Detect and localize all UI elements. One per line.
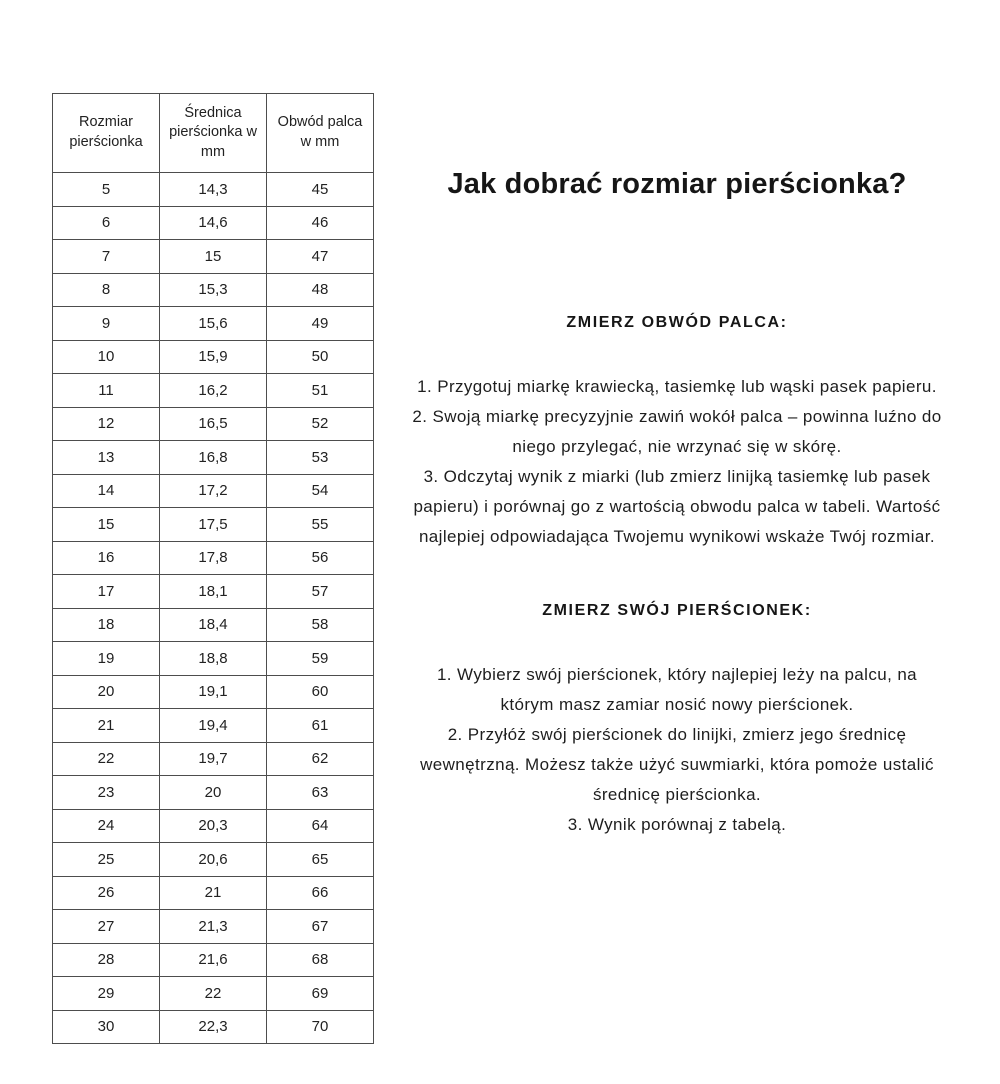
steps-measure-ring [410, 660, 944, 840]
table-row [53, 441, 374, 475]
cell-ring-size: 24 [53, 809, 160, 843]
cell-ring-diameter: 20 [160, 776, 267, 810]
cell-finger-circumference: 66 [267, 876, 374, 910]
step-item: 3. Odczytaj wynik z miarki (lub zmierz linijką tasiemkę lub pasek papieru) i porównaj go z wartością obwodu palca w tabeli. Wartość najlepiej odpowiadająca Twojemu wynikowi wskaże Twój rozmiar. [413, 467, 941, 547]
table-row [53, 575, 374, 609]
cell-ring-size: 21 [53, 709, 160, 743]
column-header-finger-circumference: Obwód palca w mm [267, 94, 374, 173]
cell-ring-size: 30 [53, 1010, 160, 1044]
cell-finger-circumference: 70 [267, 1010, 374, 1044]
table-row [53, 943, 374, 977]
cell-finger-circumference: 58 [267, 608, 374, 642]
cell-ring-diameter: 20,3 [160, 809, 267, 843]
table-row [53, 541, 374, 575]
cell-ring-size: 19 [53, 642, 160, 676]
cell-ring-size: 14 [53, 474, 160, 508]
cell-ring-diameter: 21 [160, 876, 267, 910]
step-item: 2. Swoją miarkę precyzyjnie zawiń wokół palca – powinna luźno do niego przylegać, nie wrzynać się w skórę. [412, 407, 942, 457]
cell-ring-diameter: 17,8 [160, 541, 267, 575]
step-item: 2. Przyłóż swój pierścionek do linijki, zmierz jego średnicę wewnętrzną. Możesz także użyć suwmiarki, która pomoże ustalić średnicę pierścionka. [420, 725, 934, 805]
table-row [53, 709, 374, 743]
cell-ring-size: 5 [53, 173, 160, 207]
cell-ring-size: 28 [53, 943, 160, 977]
cell-ring-diameter: 21,3 [160, 910, 267, 944]
table-row [53, 608, 374, 642]
cell-finger-circumference: 51 [267, 374, 374, 408]
cell-finger-circumference: 49 [267, 307, 374, 341]
table-row [53, 910, 374, 944]
cell-ring-diameter: 17,2 [160, 474, 267, 508]
ring-size-table-container [52, 93, 374, 1044]
cell-ring-size: 17 [53, 575, 160, 609]
table-row [53, 876, 374, 910]
cell-ring-size: 29 [53, 977, 160, 1011]
table-row [53, 374, 374, 408]
cell-ring-diameter: 15,6 [160, 307, 267, 341]
cell-ring-size: 20 [53, 675, 160, 709]
cell-ring-size: 18 [53, 608, 160, 642]
cell-finger-circumference: 63 [267, 776, 374, 810]
cell-finger-circumference: 45 [267, 173, 374, 207]
cell-ring-size: 27 [53, 910, 160, 944]
cell-ring-size: 25 [53, 843, 160, 877]
table-row [53, 474, 374, 508]
table-row [53, 307, 374, 341]
table-row [53, 173, 374, 207]
cell-ring-size: 15 [53, 508, 160, 542]
cell-finger-circumference: 46 [267, 206, 374, 240]
cell-finger-circumference: 60 [267, 675, 374, 709]
cell-ring-diameter: 16,8 [160, 441, 267, 475]
table-row [53, 642, 374, 676]
table-row [53, 407, 374, 441]
ring-size-table-header [53, 94, 374, 173]
cell-finger-circumference: 62 [267, 742, 374, 776]
cell-ring-diameter: 22,3 [160, 1010, 267, 1044]
cell-finger-circumference: 50 [267, 340, 374, 374]
cell-finger-circumference: 56 [267, 541, 374, 575]
cell-ring-size: 6 [53, 206, 160, 240]
cell-ring-diameter: 15,9 [160, 340, 267, 374]
cell-ring-diameter: 14,6 [160, 206, 267, 240]
table-row [53, 776, 374, 810]
table-row [53, 273, 374, 307]
cell-ring-diameter: 18,1 [160, 575, 267, 609]
cell-ring-size: 8 [53, 273, 160, 307]
column-header-ring-size: Rozmiar pierścionka [53, 94, 160, 173]
table-row [53, 240, 374, 274]
cell-ring-size: 12 [53, 407, 160, 441]
cell-ring-size: 23 [53, 776, 160, 810]
cell-ring-diameter: 21,6 [160, 943, 267, 977]
ring-size-table-body [53, 173, 374, 1044]
cell-ring-diameter: 18,4 [160, 608, 267, 642]
cell-ring-diameter: 22 [160, 977, 267, 1011]
table-header-row [53, 94, 374, 173]
table-row [53, 742, 374, 776]
cell-ring-diameter: 19,4 [160, 709, 267, 743]
cell-finger-circumference: 55 [267, 508, 374, 542]
table-row [53, 340, 374, 374]
cell-ring-size: 22 [53, 742, 160, 776]
cell-ring-diameter: 16,5 [160, 407, 267, 441]
cell-finger-circumference: 64 [267, 809, 374, 843]
cell-ring-diameter: 14,3 [160, 173, 267, 207]
cell-ring-diameter: 19,7 [160, 742, 267, 776]
cell-ring-diameter: 20,6 [160, 843, 267, 877]
cell-finger-circumference: 67 [267, 910, 374, 944]
cell-finger-circumference: 47 [267, 240, 374, 274]
table-row [53, 843, 374, 877]
table-row [53, 809, 374, 843]
cell-ring-size: 9 [53, 307, 160, 341]
cell-ring-size: 16 [53, 541, 160, 575]
cell-finger-circumference: 57 [267, 575, 374, 609]
ring-size-table [52, 93, 374, 1044]
steps-measure-finger [410, 372, 944, 552]
cell-finger-circumference: 61 [267, 709, 374, 743]
cell-ring-diameter: 15,3 [160, 273, 267, 307]
step-item: 1. Przygotuj miarkę krawiecką, tasiemkę lub wąski pasek papieru. [417, 377, 937, 397]
cell-ring-size: 7 [53, 240, 160, 274]
cell-finger-circumference: 48 [267, 273, 374, 307]
column-header-ring-diameter: Średnica pierścionka w mm [160, 94, 267, 173]
section-heading-measure-finger: ZMIERZ OBWÓD PALCA: [566, 314, 788, 332]
cell-finger-circumference: 52 [267, 407, 374, 441]
step-item: 1. Wybierz swój pierścionek, który najlepiej leży na palcu, na którym masz zamiar nosić nowy pierścionek. [436, 665, 918, 715]
cell-finger-circumference: 68 [267, 943, 374, 977]
cell-finger-circumference: 53 [267, 441, 374, 475]
cell-ring-diameter: 17,5 [160, 508, 267, 542]
instructions-column [410, 0, 944, 840]
step-item: 3. Wynik porównaj z tabelą. [567, 815, 787, 835]
page-title: Jak dobrać rozmiar pierścionka? [447, 168, 907, 200]
cell-ring-diameter: 16,2 [160, 374, 267, 408]
cell-finger-circumference: 54 [267, 474, 374, 508]
cell-ring-diameter: 19,1 [160, 675, 267, 709]
table-row [53, 977, 374, 1011]
cell-finger-circumference: 59 [267, 642, 374, 676]
table-row [53, 206, 374, 240]
cell-ring-size: 10 [53, 340, 160, 374]
cell-finger-circumference: 65 [267, 843, 374, 877]
table-row [53, 508, 374, 542]
cell-ring-diameter: 15 [160, 240, 267, 274]
table-row [53, 675, 374, 709]
cell-finger-circumference: 69 [267, 977, 374, 1011]
table-row [53, 1010, 374, 1044]
cell-ring-size: 13 [53, 441, 160, 475]
section-heading-measure-ring: ZMIERZ SWÓJ PIERŚCIONEK: [542, 602, 812, 620]
cell-ring-size: 11 [53, 374, 160, 408]
cell-ring-size: 26 [53, 876, 160, 910]
cell-ring-diameter: 18,8 [160, 642, 267, 676]
